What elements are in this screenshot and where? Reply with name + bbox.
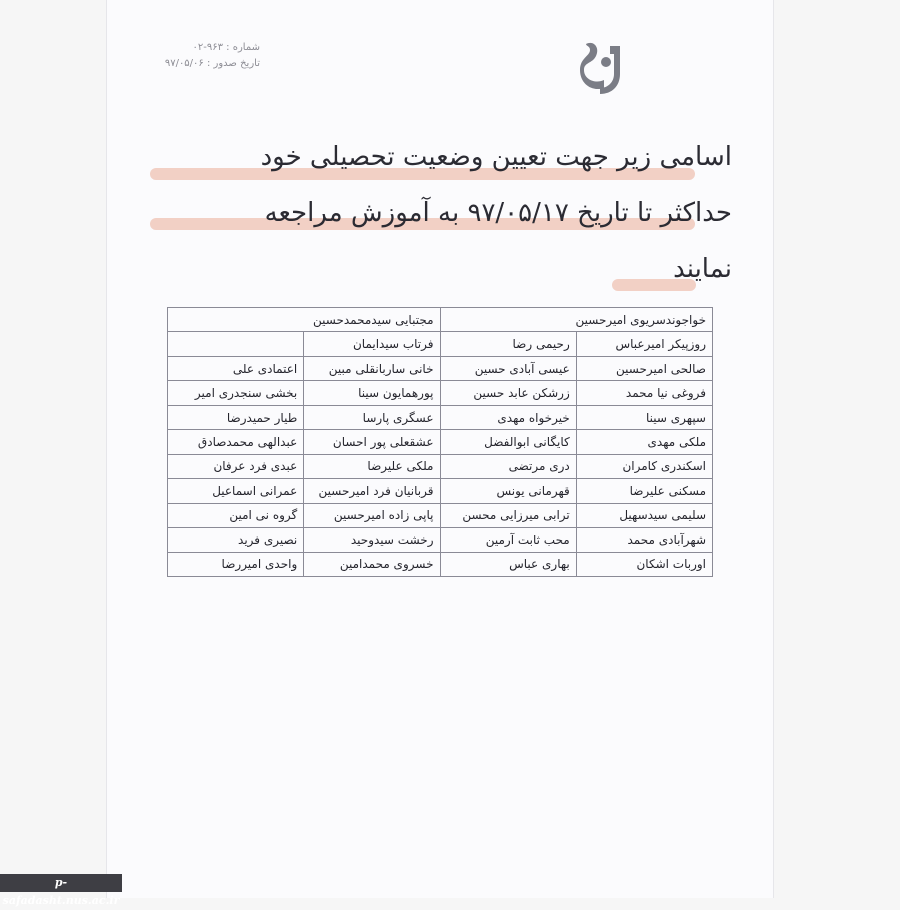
roster-header-cell: خواجوندسریوی امیرحسین (440, 308, 713, 332)
roster-cell: زرشکن عابد حسین (440, 381, 576, 405)
roster-cell: سپهری سینا (576, 405, 712, 429)
roster-cell: واحدی امیررضا (168, 552, 304, 576)
roster-cell: محب ثابت آرمین (440, 528, 576, 552)
university-emblem-icon (580, 40, 626, 98)
roster-cell: عسگری پارسا (304, 405, 440, 429)
roster-cell: سلیمی سیدسهیل (576, 503, 712, 527)
roster-cell: خانی ساربانقلی مبین (304, 356, 440, 380)
roster-cell: بهاری عباس (440, 552, 576, 576)
letter-meta (148, 40, 260, 72)
student-roster-table (167, 307, 713, 577)
roster-cell: دری مرتضی (440, 454, 576, 478)
roster-cell: قربانیان فرد امیرحسین (304, 479, 440, 503)
roster-row (168, 405, 713, 429)
letter-date: تاریخ صدور : ۹۷/۰۵/۰۶ (164, 58, 260, 69)
roster-cell: عمرانی اسماعیل (168, 479, 304, 503)
roster-row (168, 479, 713, 503)
roster-cell: صالحی امیرحسین (576, 356, 712, 380)
roster-cell (168, 332, 304, 356)
roster-cell: فرتاب سیدایمان (304, 332, 440, 356)
roster-cell: خسروی محمدامین (304, 552, 440, 576)
roster-header-row (168, 308, 713, 332)
roster-cell: خیرخواه مهدی (440, 405, 576, 429)
roster-cell: ملکی مهدی (576, 430, 712, 454)
roster-cell: عبدالهی محمدصادق (168, 430, 304, 454)
roster-cell: ترابی میرزایی محسن (440, 503, 576, 527)
heading-line-3: نمایند (673, 254, 732, 284)
roster-row (168, 430, 713, 454)
roster-row (168, 454, 713, 478)
roster-cell: عشقعلی پور احسان (304, 430, 440, 454)
roster-cell: نصیری فرید (168, 528, 304, 552)
roster-cell: عیسی آبادی حسین (440, 356, 576, 380)
roster-row (168, 381, 713, 405)
roster-cell: رخشت سیدوحید (304, 528, 440, 552)
heading-line-2: حداکثر تا تاریخ ۹۷/۰۵/۱۷ به آموزش مراجعه (264, 198, 732, 228)
roster-cell: مسکنی علیرضا (576, 479, 712, 503)
roster-cell: ملکی علیرضا (304, 454, 440, 478)
roster-row (168, 332, 713, 356)
roster-cell: پورهمایون سینا (304, 381, 440, 405)
roster-row (168, 528, 713, 552)
roster-cell: کایگانی ابوالفضل (440, 430, 576, 454)
roster-cell: اوربات اشکان (576, 552, 712, 576)
roster-cell: پاپی زاده امیرحسین (304, 503, 440, 527)
roster-cell: بخشی سنجدری امیر (168, 381, 304, 405)
roster-cell: طیار حمیدرضا (168, 405, 304, 429)
roster-header-cell: مجتبایی سیدمحمدحسین (168, 308, 441, 332)
roster-cell: عبدی فرد عرفان (168, 454, 304, 478)
roster-row (168, 503, 713, 527)
roster-cell: فروغی نیا محمد (576, 381, 712, 405)
roster-cell: گروه نی امین (168, 503, 304, 527)
roster-cell: روزپیکر امیرعباس (576, 332, 712, 356)
roster-row (168, 552, 713, 576)
heading-line-1: اسامی زیر جهت تعیین وضعیت تحصیلی خود (260, 142, 732, 172)
roster-cell: رحیمی رضا (440, 332, 576, 356)
site-watermark: p-safadasht.nus.ac.ir (0, 874, 122, 892)
roster-row (168, 356, 713, 380)
roster-cell: اسکندری کامران (576, 454, 712, 478)
roster-cell: قهرمانی یونس (440, 479, 576, 503)
roster-cell: اعتمادی علی (168, 356, 304, 380)
roster-cell: شهرآبادی محمد (576, 528, 712, 552)
letter-number: شماره : ۹۶۳-۰۲ (192, 42, 260, 53)
